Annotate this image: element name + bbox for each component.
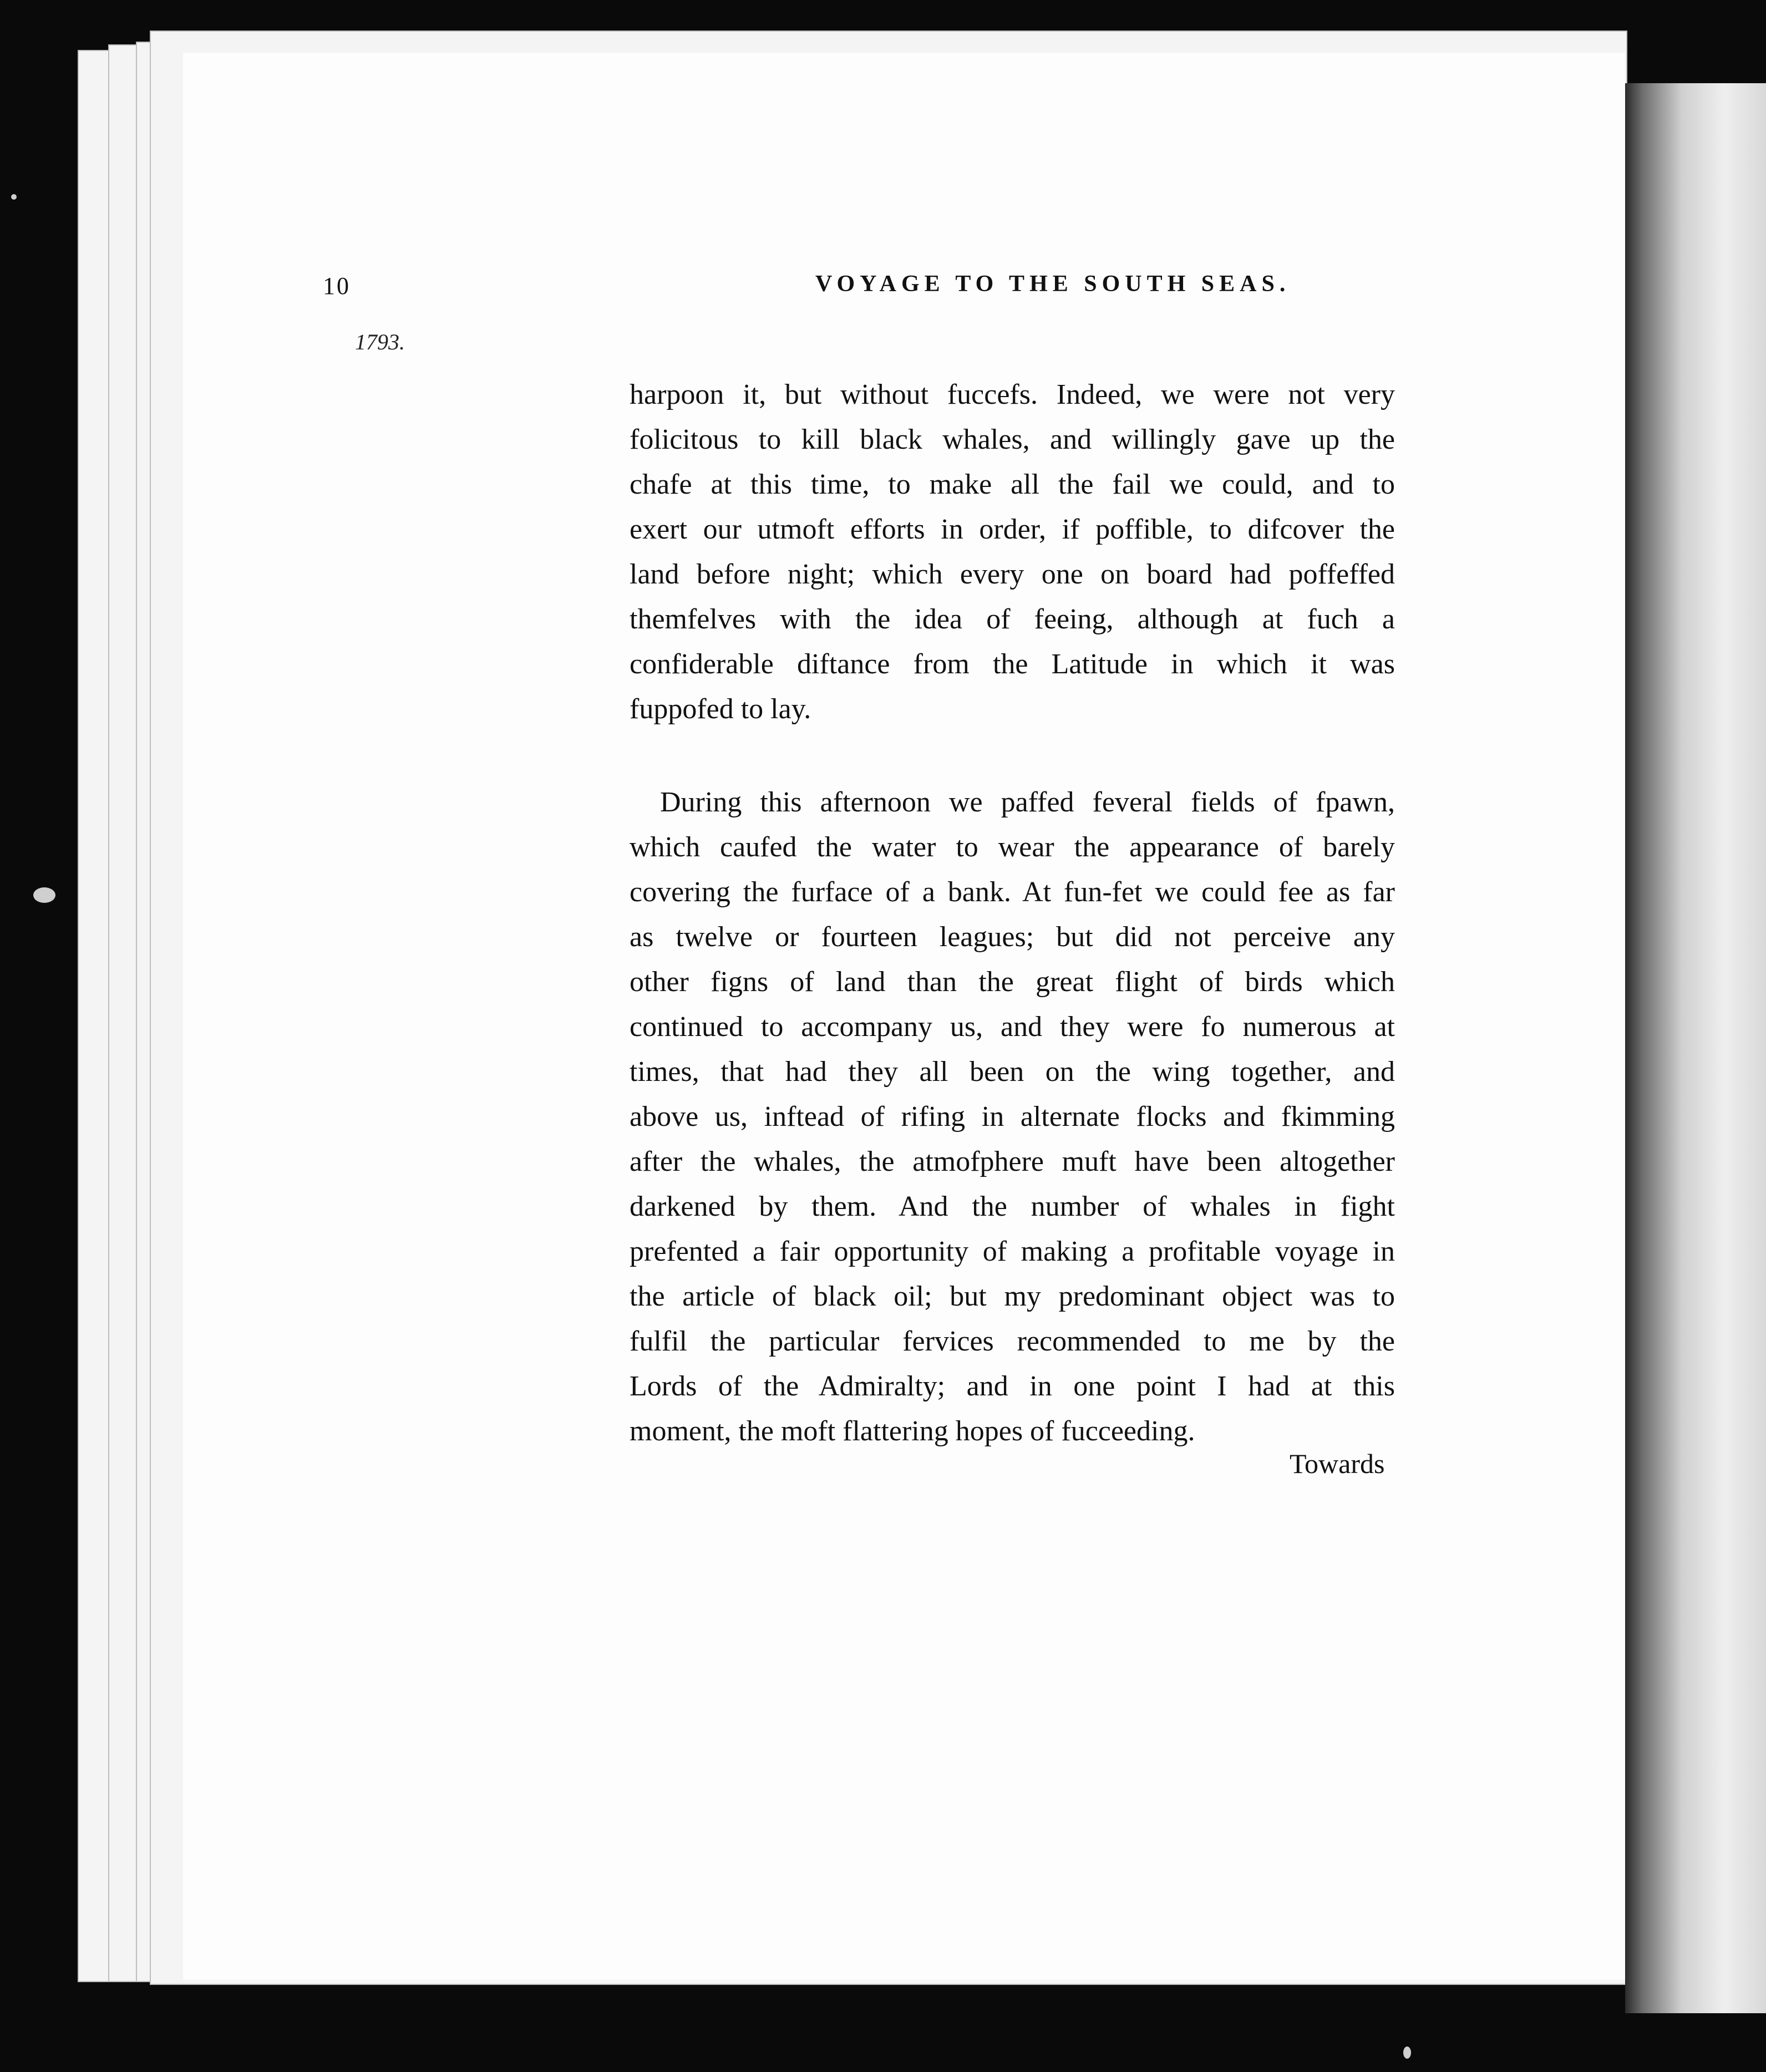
text-line: the article of black oil; but my predominant object was to <box>630 1281 1395 1312</box>
paragraph-1 <box>630 372 1395 732</box>
text-line: darkened by them. And the number of whales in fight <box>630 1191 1395 1222</box>
scan-speck <box>1403 2046 1411 2059</box>
text-line: moment, the moft flattering hopes of fucceeding. <box>630 1415 1195 1447</box>
text-line: fuppofed to lay. <box>630 693 811 725</box>
catchword: Towards <box>1290 1448 1385 1479</box>
text-line: harpoon it, but without fuccefs. Indeed, we were not very <box>630 379 1395 410</box>
text-line: times, that had they all been on the wing together, and <box>630 1056 1395 1088</box>
text-line: as twelve or fourteen leagues; but did not perceive any <box>630 921 1395 953</box>
text-line: prefented a fair opportunity of making a profitable voyage in <box>630 1236 1395 1267</box>
book-gutter-shadow <box>1625 83 1766 2013</box>
scan-speck <box>11 194 17 200</box>
paragraph-2 <box>630 780 1395 1454</box>
text-line: above us, inftead of rifing in alternate flocks and fkimming <box>630 1101 1395 1133</box>
text-line: During this afternoon we paffed feveral fields of fpawn, <box>660 786 1395 818</box>
text-line: land before night; which every one on board had poffeffed <box>630 558 1395 590</box>
text-line: themfelves with the idea of feeing, although at fuch a <box>630 603 1395 635</box>
page-number: 10 <box>323 272 351 299</box>
text-line: confiderable diftance from the Latitude in which it was <box>630 648 1395 680</box>
text-line: after the whales, the atmofphere muft have been altogether <box>630 1146 1395 1177</box>
text-line: which caufed the water to wear the appearance of barely <box>630 831 1395 863</box>
text-line: other figns of land than the great flight of birds which <box>630 966 1395 998</box>
text-line: covering the furface of a bank. At fun-fet we could fee as far <box>630 876 1395 908</box>
text-line: folicitous to kill black whales, and willingly gave up the <box>630 424 1395 455</box>
text-line: chafe at this time, to make all the fail we could, and to <box>630 469 1395 500</box>
margin-year: 1793. <box>355 329 405 354</box>
text-line: continued to accompany us, and they were fo numerous at <box>630 1011 1395 1043</box>
running-title: VOYAGE TO THE SOUTH SEAS. <box>815 271 1291 297</box>
text-line: exert our utmoft efforts in order, if poffible, to difcover the <box>630 514 1395 545</box>
text-line: fulfil the particular fervices recommended to me by the <box>630 1326 1395 1357</box>
text-line: Lords of the Admiralty; and in one point I had at this <box>630 1370 1395 1402</box>
scan-speck <box>33 887 55 903</box>
